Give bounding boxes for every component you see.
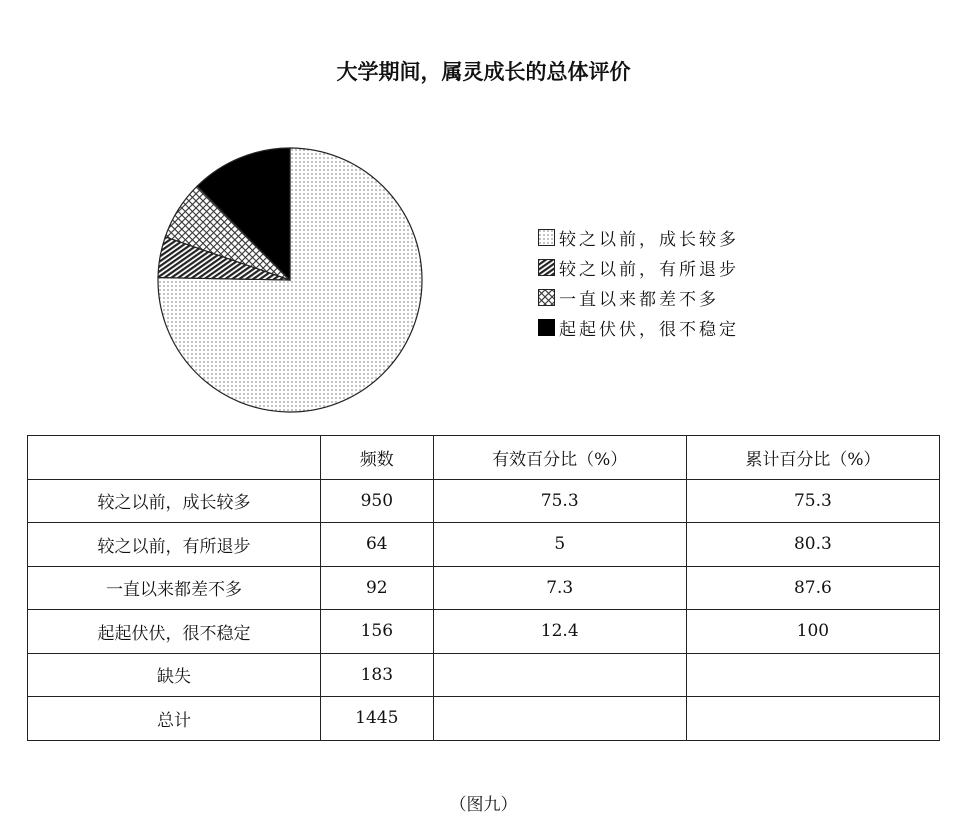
legend-label: 起起伏伏，很不稳定 bbox=[559, 319, 739, 340]
table-cell bbox=[686, 697, 939, 741]
frequency-table bbox=[27, 435, 940, 741]
legend-swatch-crosshatch bbox=[538, 289, 555, 306]
table-cell: 缺失 bbox=[28, 653, 321, 697]
table-cell: 一直以来都差不多 bbox=[28, 566, 321, 610]
table-cell: 总计 bbox=[28, 697, 321, 741]
chart-legend bbox=[538, 222, 739, 342]
table-row bbox=[28, 697, 940, 741]
table-cell bbox=[686, 653, 939, 697]
table-cell bbox=[433, 653, 686, 697]
legend-item-unstable bbox=[538, 312, 739, 342]
table-cell: 1445 bbox=[320, 697, 433, 741]
table-header-row bbox=[28, 436, 940, 480]
table-cell: 156 bbox=[320, 610, 433, 654]
chart-title: 大学期间，属灵成长的总体评价 bbox=[336, 60, 631, 84]
table-cell: 64 bbox=[320, 523, 433, 567]
table-row bbox=[28, 566, 940, 610]
table-cell: 87.6 bbox=[686, 566, 939, 610]
table-cell: 75.3 bbox=[433, 479, 686, 523]
table-row bbox=[28, 610, 940, 654]
legend-item-same bbox=[538, 282, 739, 312]
table-cell: 80.3 bbox=[686, 523, 939, 567]
table-cell: 较之以前，有所退步 bbox=[28, 523, 321, 567]
table-cell: 75.3 bbox=[686, 479, 939, 523]
legend-swatch-solid bbox=[538, 319, 555, 336]
pie-chart bbox=[150, 140, 430, 420]
table-header-cell bbox=[28, 436, 321, 480]
figure-caption: （图九） bbox=[449, 795, 518, 815]
table-cell: 较之以前，成长较多 bbox=[28, 479, 321, 523]
table-cell: 12.4 bbox=[433, 610, 686, 654]
table-cell bbox=[433, 697, 686, 741]
table-header-cell: 有效百分比（%） bbox=[433, 436, 686, 480]
table-cell: 183 bbox=[320, 653, 433, 697]
table-header-cell: 频数 bbox=[320, 436, 433, 480]
table-cell: 92 bbox=[320, 566, 433, 610]
table-row bbox=[28, 653, 940, 697]
table-cell: 7.3 bbox=[433, 566, 686, 610]
legend-label: 一直以来都差不多 bbox=[559, 289, 719, 310]
legend-label: 较之以前，成长较多 bbox=[559, 229, 739, 250]
table-cell: 起起伏伏，很不稳定 bbox=[28, 610, 321, 654]
table-header-cell: 累计百分比（%） bbox=[686, 436, 939, 480]
table-cell: 950 bbox=[320, 479, 433, 523]
legend-label: 较之以前，有所退步 bbox=[559, 259, 739, 280]
table-cell: 5 bbox=[433, 523, 686, 567]
table-row bbox=[28, 479, 940, 523]
legend-swatch-dots bbox=[538, 229, 555, 246]
table-row bbox=[28, 523, 940, 567]
legend-swatch-diagonal bbox=[538, 259, 555, 276]
table-cell: 100 bbox=[686, 610, 939, 654]
legend-item-decline bbox=[538, 252, 739, 282]
legend-item-growth bbox=[538, 222, 739, 252]
